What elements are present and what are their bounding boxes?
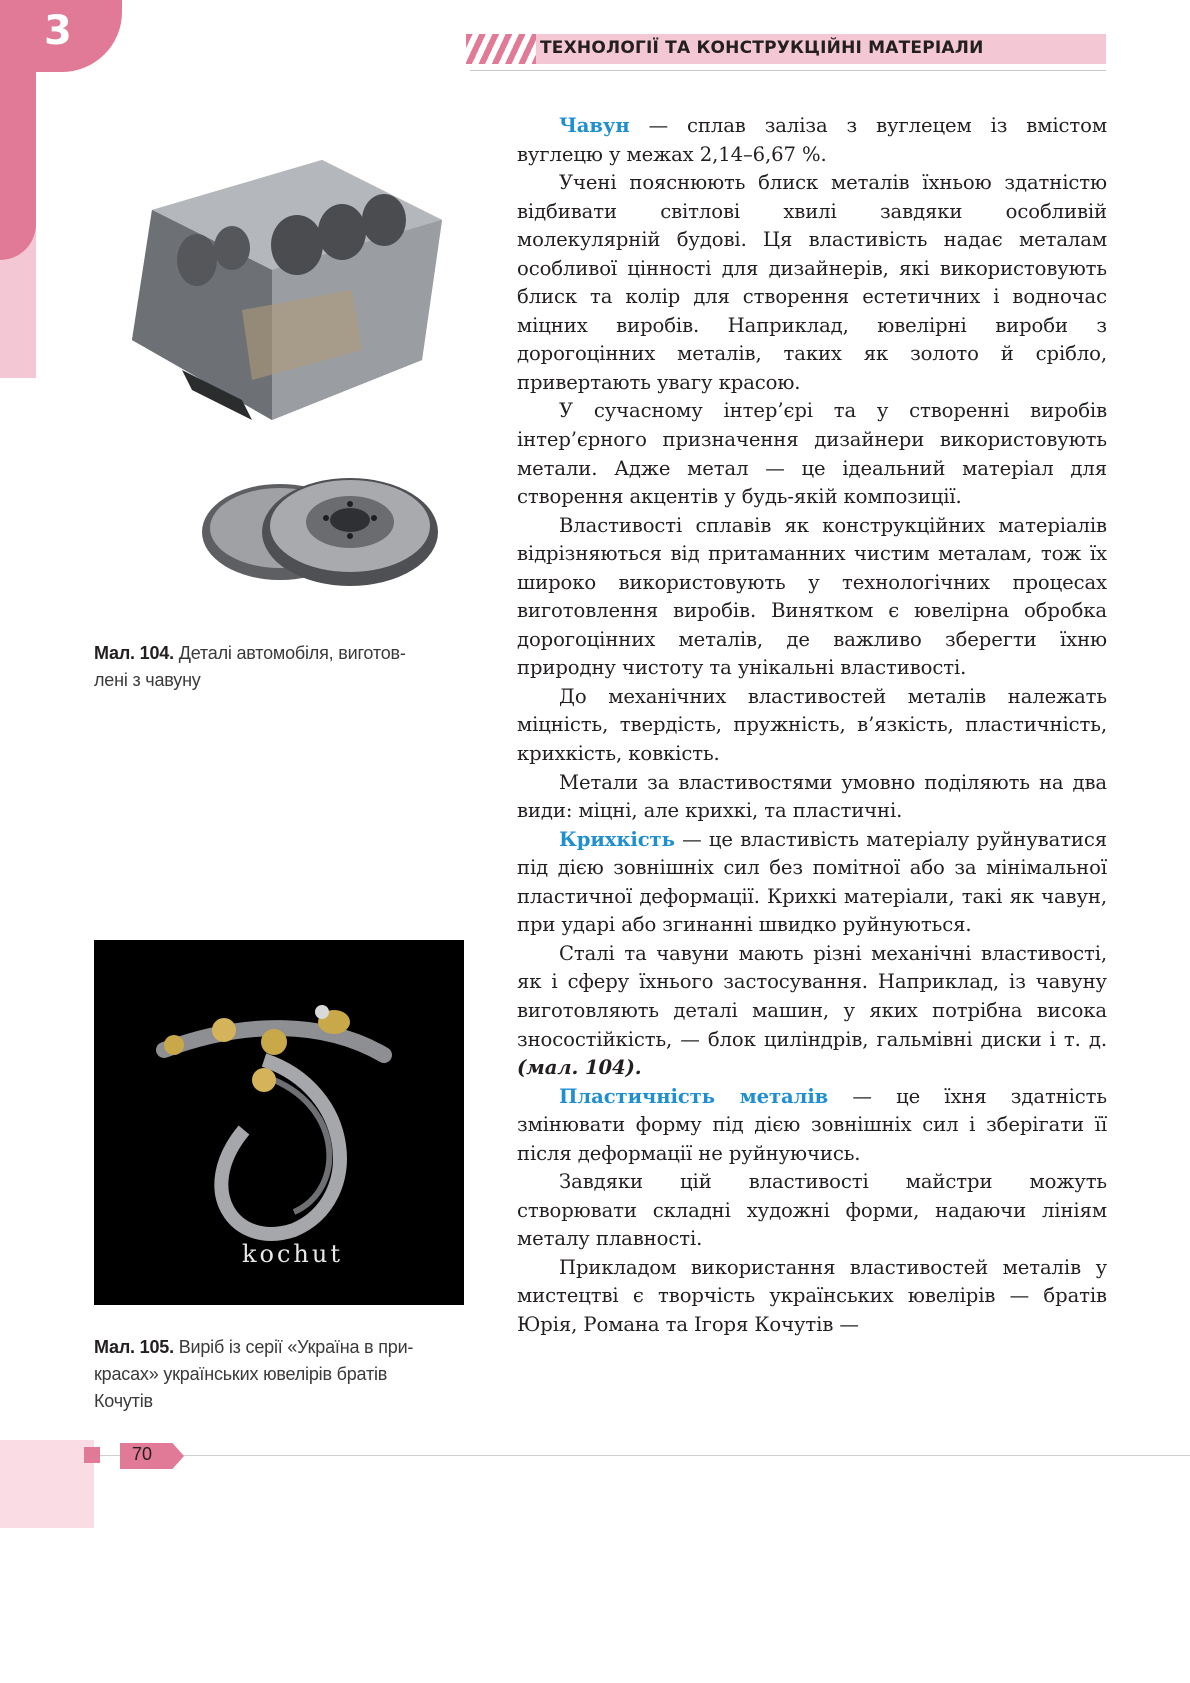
- paragraph-interior: У сучасному інтер’єрі та у створенні виробів інтер’єрного призначення дизайнери використовують метали. Адже метал — це ідеальний матеріал для створення акцентів у будь-якій композиції.: [517, 399, 1107, 509]
- paragraph-cast-iron-text: — сплав заліза з вуглецем із вмістом вуглецю у межах 2,14–6,67 %.: [517, 114, 1107, 166]
- paragraph-luster: Учені пояснюють блиск металів їхньою здатністю відбивати світлові хвилі завдяки особливій молекулярній будові. Ця властивість надає металам особливої цінності для дизайнерів, які використовують блиск та колір для створення естетичних і водночас міцних виробів. Наприклад, ювелірні вироби з дорогоцінних металів, таких як золото й срібло, привертають увагу красою.: [517, 171, 1107, 394]
- paragraph-brittleness: [517, 826, 1107, 940]
- figure-reference: (мал. 104).: [517, 1056, 642, 1080]
- paragraph-kochut: Прикладом використання властивостей металів у мистецтві є творчість українських ювелірів — братів Юрія, Романа та Ігоря Кочутів —: [517, 1255, 1107, 1336]
- side-band-accent: [0, 60, 36, 260]
- main-text-column: [517, 112, 1107, 1340]
- footer-divider: [100, 1455, 1190, 1456]
- figure-105-caption-line1: Виріб із серії «Україна в при-: [173, 1337, 414, 1357]
- brake-discs-image: [200, 470, 440, 600]
- footer-square: [84, 1447, 100, 1463]
- header-divider: [470, 70, 1106, 71]
- term-brittleness: Крихкість: [559, 827, 675, 851]
- chapter-number: 3: [44, 8, 72, 54]
- paragraph-steels-text: Сталі та чавуни мають різні механічні властивості, як і сферу їхнього застосування. Наприклад, із чавуну виготовляють деталі машин, у яких потрібна висока зносостійкість, — блок циліндрів, гальмівні диски і т. д.: [517, 941, 1107, 1051]
- paragraph-two-types: Метали за властивостями умовно поділяють на два види: міцні, але крихкі, та пластичні.: [517, 770, 1107, 823]
- paragraph-plasticity: [517, 1083, 1107, 1169]
- figure-104-caption-line2: лені з чавуну: [94, 670, 201, 690]
- paragraph-steels: [517, 940, 1107, 1083]
- figure-105-caption: [94, 1334, 466, 1415]
- ring-signature: kochut: [242, 1240, 343, 1268]
- figure-104-label: Мал. 104.: [94, 643, 174, 663]
- figure-105-caption-line2: красах» українських ювелірів братів: [94, 1364, 388, 1384]
- term-cast-iron: Чавун: [559, 114, 630, 137]
- figure-104-caption-line1: Деталі автомобіля, виготов-: [173, 643, 406, 663]
- paragraph-alloys: Властивості сплавів як конструкційних матеріалів відрізняються від притаманних чистим металам, тож їх широко використовують у технологічних процесах виготовлення виробів. Винятком є ювелірна обробка дорогоцінних металів, де важливо зберегти їхню природну чистоту та унікальні властивості.: [517, 513, 1107, 680]
- footer-pink-block: [0, 1440, 94, 1528]
- ring-image: [94, 940, 464, 1305]
- paragraph-craftsmen: Завдяки цій властивості майстри можуть створювати складні художні форми, надаючи лініям металу плавності.: [517, 1170, 1107, 1251]
- engine-block-image: [92, 150, 472, 440]
- running-header-title: ТЕХНОЛОГІЇ ТА КОНСТРУКЦІЙНІ МАТЕРІАЛИ: [540, 38, 984, 58]
- term-plasticity: Пластичність металів: [559, 1084, 829, 1108]
- header-stripes: [466, 34, 536, 64]
- figure-105-caption-line3: Кочутів: [94, 1391, 153, 1411]
- figure-104-caption: [94, 640, 464, 694]
- page-number: 70: [132, 1444, 153, 1464]
- paragraph-plasticity-text: — це їхня здатність змінювати форму під дією зовнішніх сил і зберігати її після деформації не руйнуючись.: [517, 1084, 1107, 1165]
- paragraph-brittleness-text: — це властивість матеріалу руйнуватися під дією зовнішніх сил без помітної або за мінімальної пластичної деформації. Крихкі матеріали, такі як чавун, при ударі або згинанні швидко руйнуються.: [517, 827, 1107, 937]
- paragraph-mechanical-properties: До механічних властивостей металів належать міцність, твердість, пружність, в’язкість, пластичність, крихкість, ковкість.: [517, 684, 1107, 766]
- figure-105-label: Мал. 105.: [94, 1337, 174, 1357]
- paragraph-cast-iron: [517, 112, 1107, 169]
